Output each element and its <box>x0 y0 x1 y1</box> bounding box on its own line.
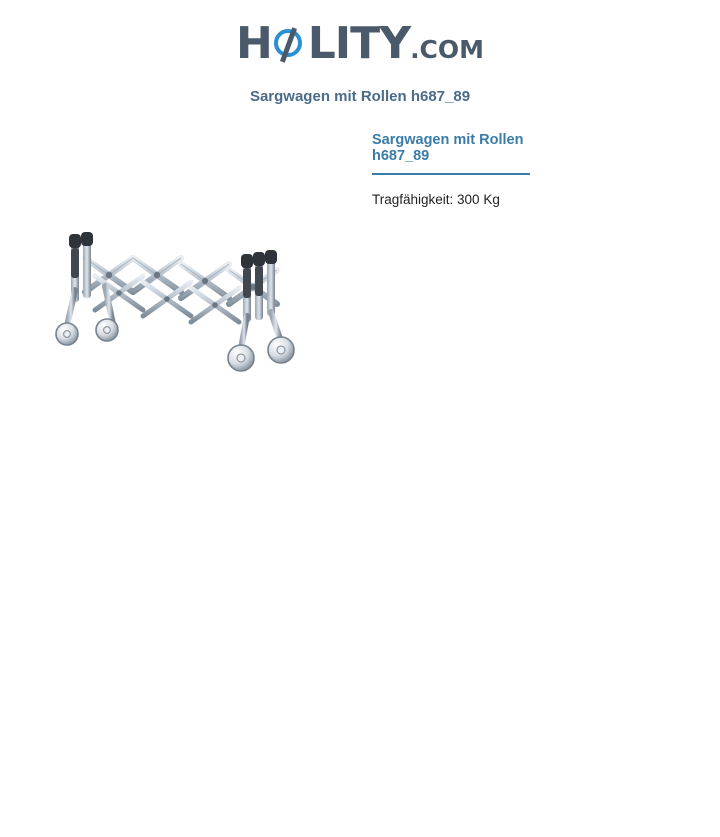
logo-text-before: H <box>235 18 272 69</box>
circle-slash-logo-icon <box>273 28 307 62</box>
product-capacity-spec: Tragfähigkeit: 300 Kg <box>372 192 500 207</box>
site-logo[interactable] <box>235 18 485 72</box>
product-info-column <box>372 132 672 207</box>
page-title: Sargwagen mit Rollen h687_89 <box>249 88 471 105</box>
product-heading: Sargwagen mit Rollen h687_89 <box>372 132 530 175</box>
logo-text-after: LITY <box>307 18 411 69</box>
logo-container <box>0 0 720 72</box>
product-image <box>55 230 335 400</box>
logo-suffix: .COM <box>410 35 485 64</box>
